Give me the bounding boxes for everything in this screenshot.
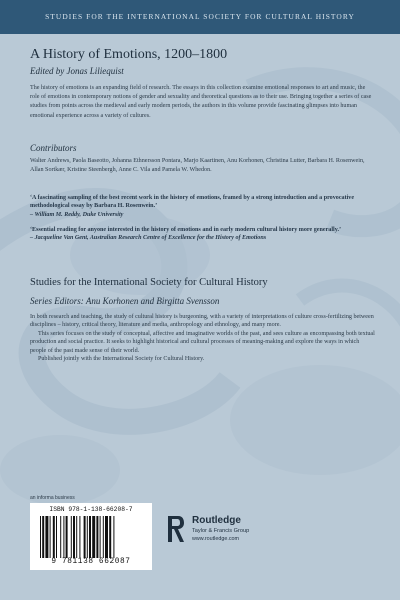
series-header-text: STUDIES FOR THE INTERNATIONAL SOCIETY FOR CULTURAL HISTORY — [45, 12, 355, 21]
series-header-band — [0, 0, 400, 34]
review-attribution: – William M. Reddy, Duke University — [30, 211, 124, 218]
book-editor: Edited by Jonas Liliequist — [30, 66, 124, 76]
contributors-list: Walter Andrews, Paola Baseotto, Johanna Ethnersson Pontara, Marjo Kaartinen, Anu Korhonen, Christina Lutter, Barbara H. Rosenwein, Allan Sortkær, Kristine Steenbergh, Anne C. Vila and Pamela W. Whedon. — [30, 158, 365, 174]
book-title: A History of Emotions, 1200–1800 — [30, 47, 228, 62]
review-attribution: – Jacqueline Van Gent, Australian Research Centre of Excellence for the History of Emotions — [30, 235, 267, 242]
series-title: Studies for the International Society for Cultural History — [30, 277, 268, 288]
book-description: The history of emotions is an expanding field of research. The essays in this collection examine emotional responses to art and music, the role of emotions in contemporary notions of gender and sexuality and theoretical questions as to their use. Bringing together a series of case studies from points across the medieval and early modern periods, the authors in this volume provide fascinating glimpses into human emotional experience across a variety of cultures. — [30, 85, 372, 119]
review-quote — [30, 194, 375, 219]
publisher-group: Taylor & Francis Group — [192, 528, 250, 534]
barcode-block — [30, 503, 152, 570]
routledge-logo-icon — [166, 514, 186, 544]
review-text: ‘Essential reading for anyone interested in the history of emotions and in early modern cultural history more generally.’ — [30, 227, 341, 233]
isbn-text: ISBN 978-1-138-66208-7 — [49, 506, 133, 513]
series-description — [30, 313, 375, 363]
contributors-heading: Contributors — [30, 143, 77, 153]
series-paragraph: Published jointly with the International Society for Cultural History. — [38, 356, 205, 363]
publisher-name: Routledge — [192, 515, 241, 526]
series-paragraph: In both research and teaching, the study of cultural history is burgeoning, with a variety of interpretations of culture cross-fertilizing between disciplines – history, critical theory, literature and media, anthropology and ethnology, and many more. — [30, 314, 374, 329]
review-quote — [30, 226, 375, 243]
informa-tagline: an informa business — [30, 495, 75, 501]
series-editors: Series Editors: Anu Korhonen and Birgitta Svensson — [30, 296, 220, 306]
publisher-website: www.routledge.com — [192, 536, 240, 542]
review-text: ‘A fascinating sampling of the best recent work in the history of emotions, framed by a strong introduction and a provocative methodological essay by Barbara H. Rosenwein.’ — [30, 195, 355, 210]
barcode-icon — [40, 516, 142, 558]
series-paragraph: This series focuses on the study of conceptual, affective and imaginative worlds of the past, and sees culture as encompassing both textual production and social practice. It seeks to highlight historical and cultural processes of meaning-making and explore the ways in which people of the past made sense of their world. — [30, 330, 375, 354]
barcode-digits: 9 781138 662087 — [51, 558, 131, 566]
